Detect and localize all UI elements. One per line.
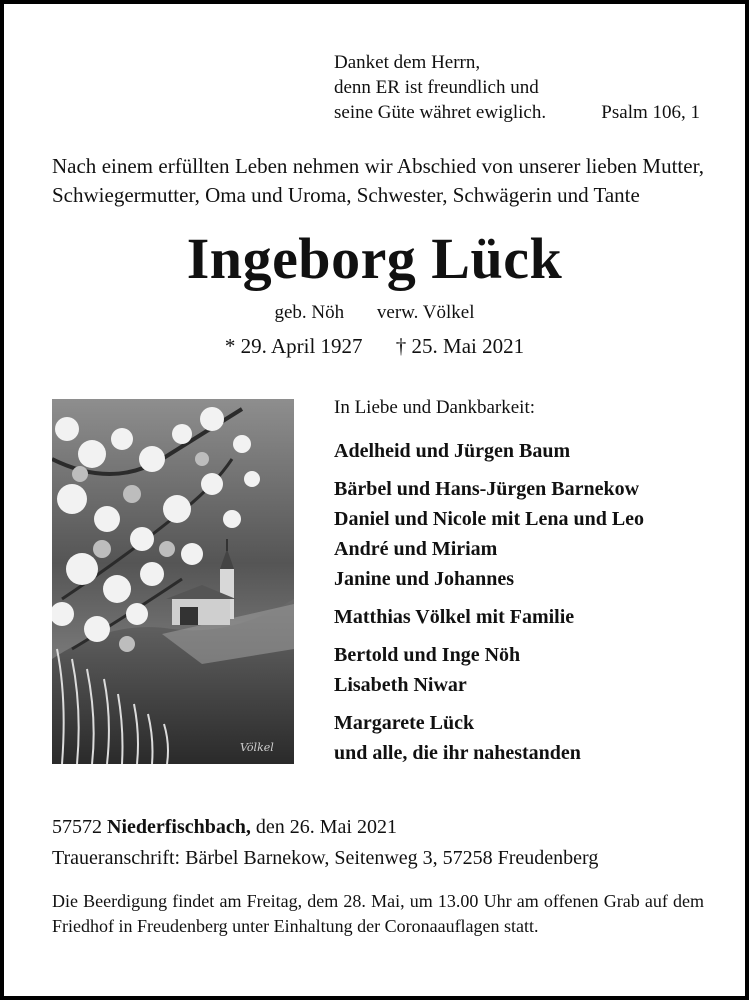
verse-reference: Psalm 106, 1 [601,102,700,123]
mourner-name: Matthias Völkel mit Familie [334,606,575,628]
mourner-group [334,436,644,466]
place-date [52,816,397,839]
painting-image [52,399,294,764]
widowed-name: verw. Völkel [376,302,475,323]
mourning-address: Traueranschrift: Bärbel Barnekow, Seitenweg 3, 57258 Freudenberg [52,847,599,869]
life-dates [4,334,745,359]
deceased-name: Ingeborg Lück [186,226,563,291]
death-date: † 25. Mai 2021 [395,334,525,358]
thanks-line: In Liebe und Dankbarkeit: [334,397,536,418]
mourner-group [334,602,644,632]
verse-line: seine Güte währet ewiglich. [334,102,547,123]
mourner-name: Lisabeth Niwar [334,674,467,696]
mourner-name: Adelheid und Jürgen Baum [334,440,571,462]
place-town: Niederfischbach, [107,816,251,838]
mourners-list [334,436,644,776]
mourner-name: Daniel und Nicole mit Lena und Leo [334,508,645,530]
mourner-group [334,474,644,594]
bible-verse [334,50,704,125]
intro-text: Nach einem erfüllten Leben nehmen wir Abschied von unserer lieben Mutter, Schwiegermutter, Oma und Uroma, Schwester, Schwägerin und Tante [52,154,704,207]
mourner-group [334,640,644,700]
mourner-name: und alle, die ihr nahestanden [334,742,581,764]
born-name: geb. Nöh [274,302,345,323]
mourner-name: Janine und Johannes [334,568,515,590]
mourner-name: Bertold und Inge Nöh [334,644,521,666]
mourner-name: Margarete Lück [334,712,475,734]
name-details [4,302,745,324]
mourner-group [334,708,644,768]
birth-date: * 29. April 1927 [224,334,363,358]
painting-signature: Völkel [240,741,274,754]
verse-line: Danket dem Herrn, [334,52,481,73]
mourner-name: André und Miriam [334,538,498,560]
mourner-name: Bärbel und Hans-Jürgen Barnekow [334,478,640,500]
verse-line: denn ER ist freundlich und [334,77,539,98]
funeral-info: Die Beerdigung findet am Freitag, dem 28. Mai, um 13.00 Uhr am offenen Grab auf dem Friedhof in Freudenberg unter Einhaltung der Coronaauflagen statt. [52,891,704,936]
notice-date: den 26. Mai 2021 [255,816,397,838]
place-zip: 57572 [52,816,102,838]
